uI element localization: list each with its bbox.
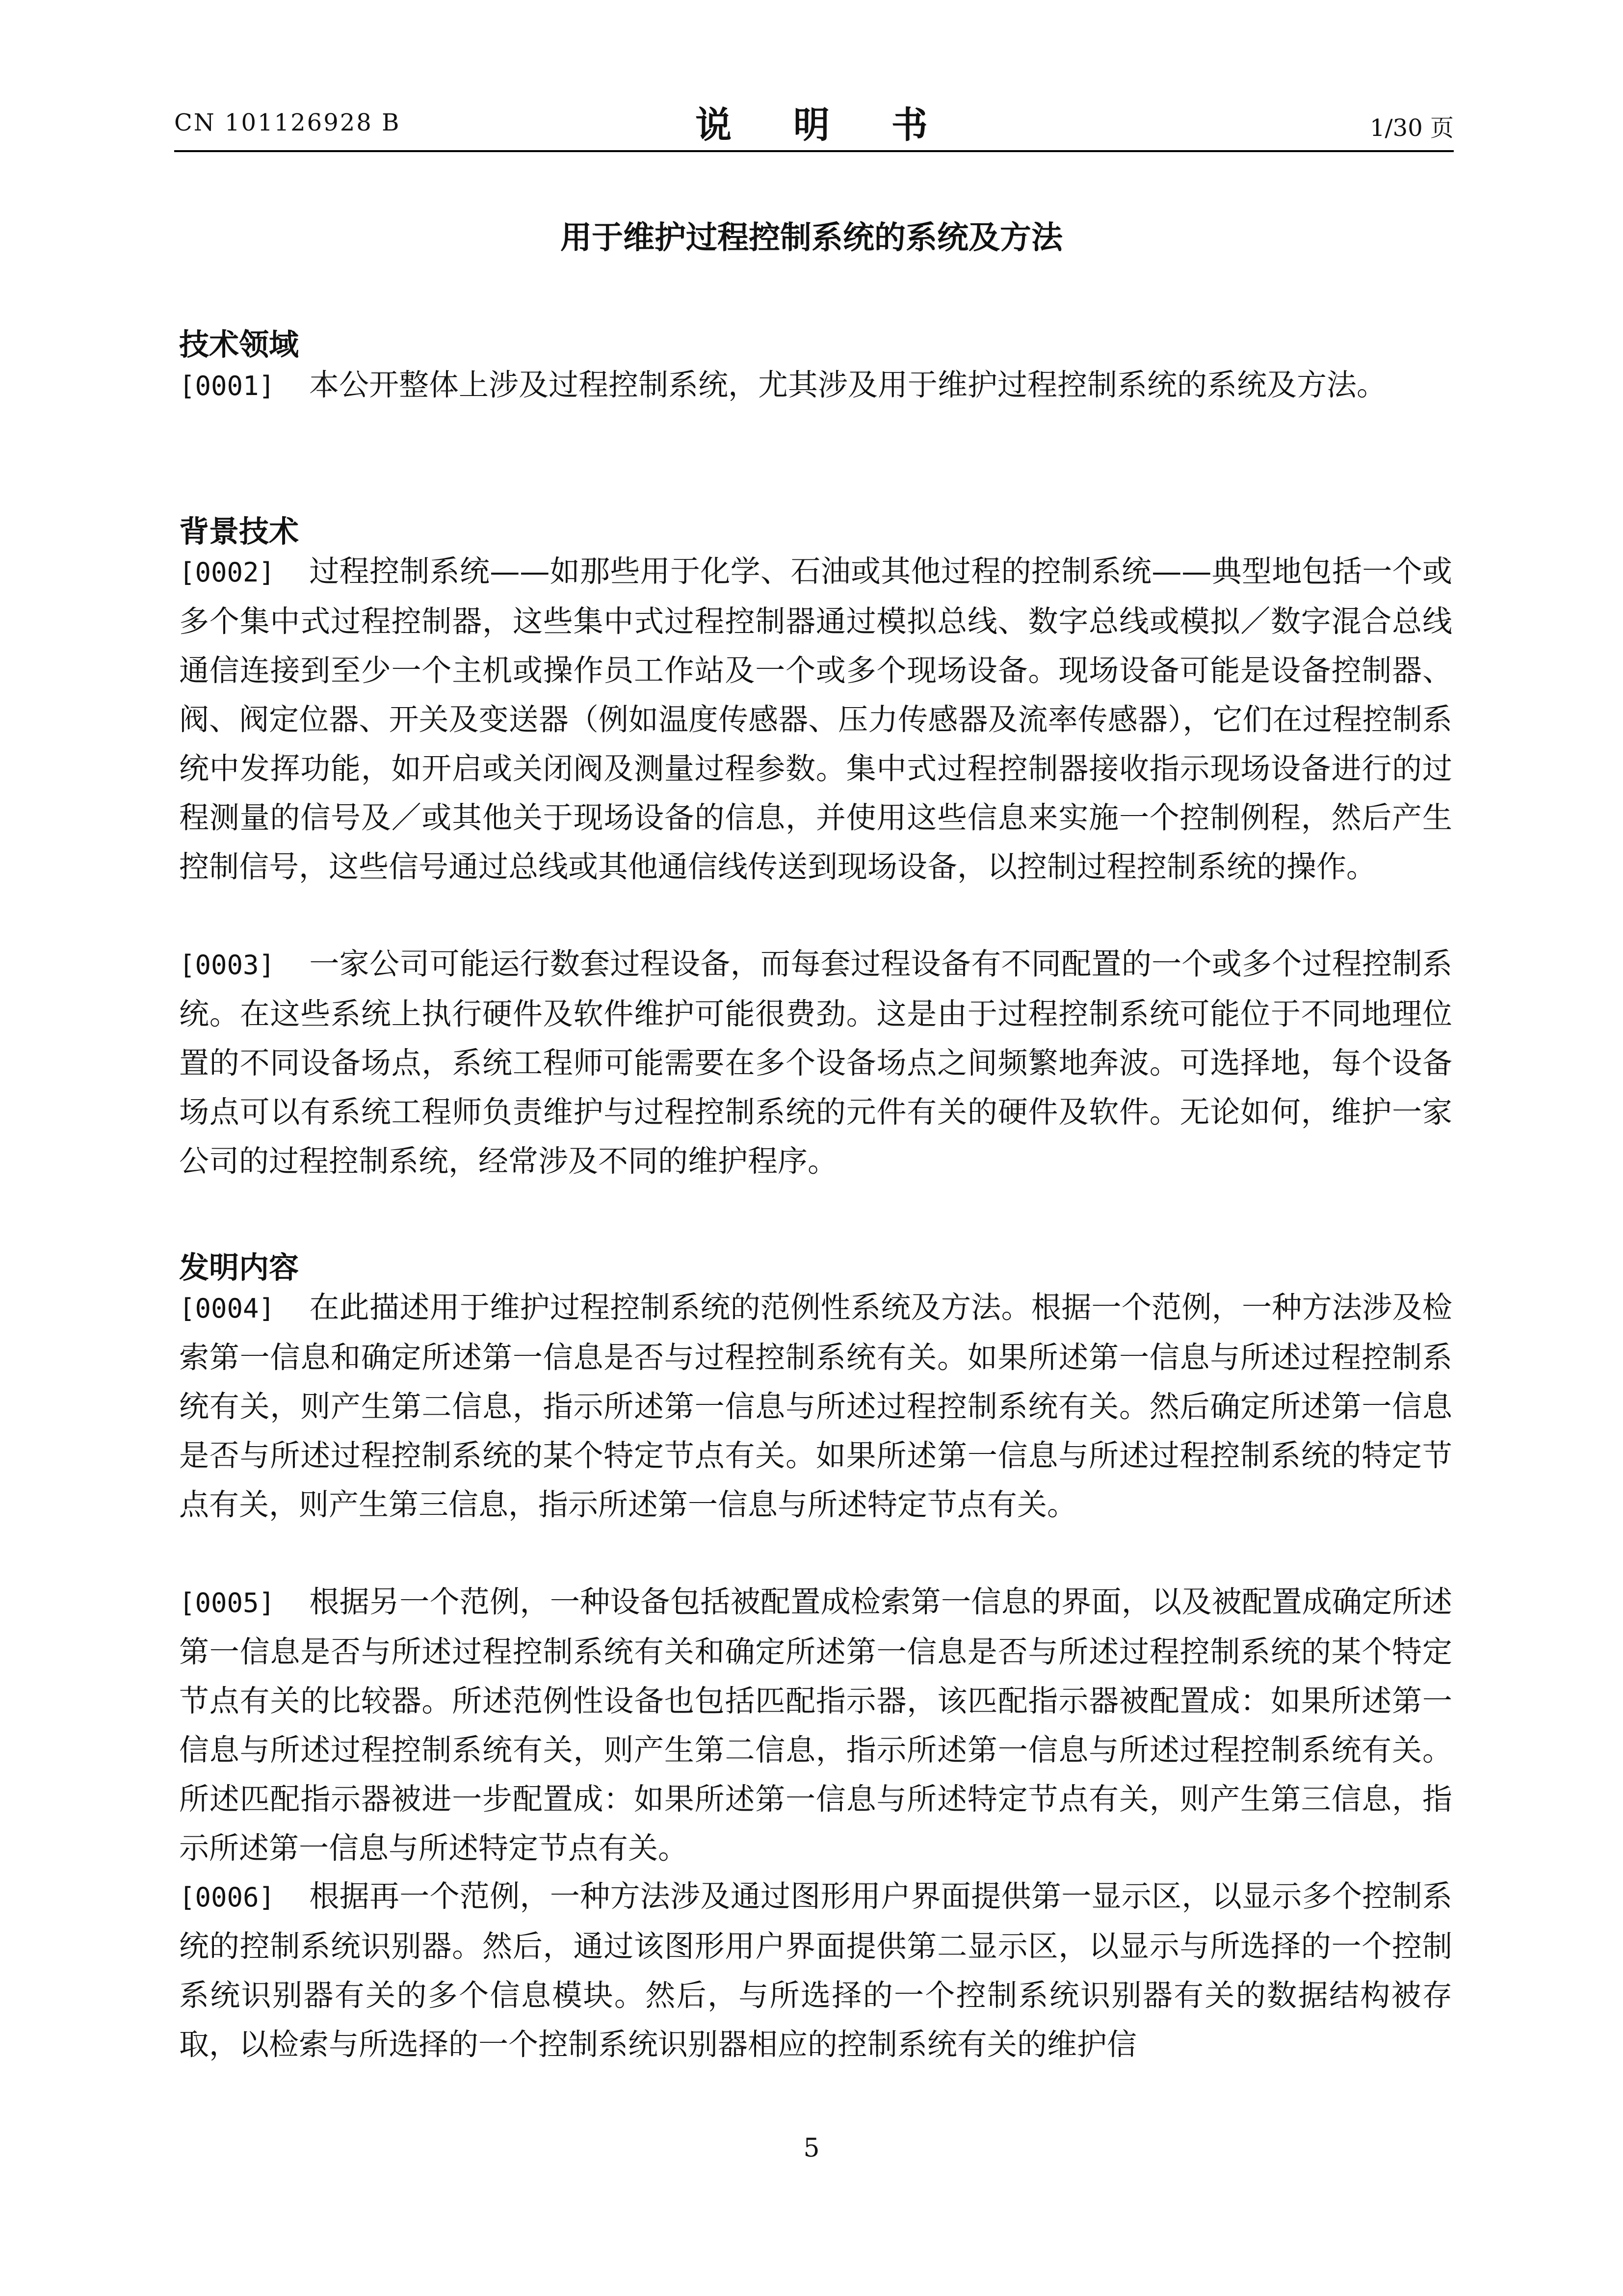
page-indicator: 1/30 页 [1369,114,1454,142]
paragraph-0006 [179,1872,1452,2069]
paragraph-number: [0006] [179,1882,275,1913]
paragraph-text: 过程控制系统——如那些用于化学、石油或其他过程的控制系统——典型地包括一个或多个集中式过程控制器，这些集中式过程控制器通过模拟总线、数字总线或模拟／数字混合总线通信连接到至少一个主机或操作员工作站及一个或多个现场设备。现场设备可能是设备控制器、阀、阀定位器、开关及变送器（例如温度传感器、压力传感器及流率传感器），它们在过程控制系统中发挥功能，如开启或关闭阀及测量过程参数。集中式过程控制器接收指示现场设备进行的过程测量的信号及／或其他关于现场设备的信息，并使用这些信息来实施一个控制例程，然后产生控制信号，这些信号通过总线或其他通信线传送到现场设备，以控制过程控制系统的操作。 [179,554,1452,884]
paragraph-text: 根据再一个范例，一种方法涉及通过图形用户界面提供第一显示区，以显示多个控制系统的控制系统识别器。然后，通过该图形用户界面提供第二显示区，以显示与所选择的一个控制系统识别器有关的多个信息模块。然后，与所选择的一个控制系统识别器有关的数据结构被存取，以检索与所选择的一个控制系统识别器相应的控制系统有关的维护信 [179,1879,1452,2062]
header-rule [174,150,1454,152]
paragraph-0005 [179,1578,1452,1873]
page-number: 5 [803,2134,820,2163]
paragraph-0003 [179,940,1452,1186]
paragraph-0002 [179,547,1452,892]
paragraph-text: 根据另一个范例，一种设备包括被配置成检索第一信息的界面，以及被配置成确定所述第一信息是否与所述过程控制系统有关和确定所述第一信息是否与所述过程控制系统的某个特定节点有关的比较器。所述范例性设备也包括匹配指示器，该匹配指示器被配置成：如果所述第一信息与所述过程控制系统有关，则产生第二信息，指示所述第一信息与所述过程控制系统有关。所述匹配指示器被进一步配置成：如果所述第一信息与所述特定节点有关，则产生第三信息，指示所述第一信息与所述特定节点有关。 [179,1584,1452,1866]
paragraph-number: [0005] [179,1587,275,1618]
section-heading-background: 背景技术 [179,514,299,549]
paragraph-0004 [179,1283,1452,1530]
paragraph-0001 [179,361,1452,411]
patent-number: CN 101126928 B [174,109,401,136]
section-heading-summary: 发明内容 [179,1250,299,1285]
paragraph-text: 在此描述用于维护过程控制系统的范例性系统及方法。根据一个范例，一种方法涉及检索第一信息和确定所述第一信息是否与过程控制系统有关。如果所述第一信息与所述过程控制系统有关，则产生第二信息，指示所述第一信息与所述过程控制系统有关。然后确定所述第一信息是否与所述过程控制系统的某个特定节点有关。如果所述第一信息与所述过程控制系统的特定节点有关，则产生第三信息，指示所述第一信息与所述特定节点有关。 [179,1290,1452,1522]
paragraph-number: [0003] [179,950,275,980]
paragraph-number: [0002] [179,557,275,588]
paragraph-text: 本公开整体上涉及过程控制系统，尤其涉及用于维护过程控制系统的系统及方法。 [309,368,1387,402]
paragraph-text: 一家公司可能运行数套过程设备，而每套过程设备有不同配置的一个或多个过程控制系统。在这些系统上执行硬件及软件维护可能很费劲。这是由于过程控制系统可能位于不同地理位置的不同设备场点，系统工程师可能需要在多个设备场点之间频繁地奔波。可选择地，每个设备场点可以有系统工程师负责维护与过程控制系统的元件有关的硬件及软件。无论如何，维护一家公司的过程控制系统，经常涉及不同的维护程序。 [179,947,1452,1179]
section-heading-technical-field: 技术领域 [179,327,299,362]
paragraph-number: [0001] [179,370,275,401]
document-type-heading: 说 明 书 [695,104,952,146]
paragraph-number: [0004] [179,1293,275,1324]
document-title: 用于维护过程控制系统的系统及方法 [560,220,1063,256]
